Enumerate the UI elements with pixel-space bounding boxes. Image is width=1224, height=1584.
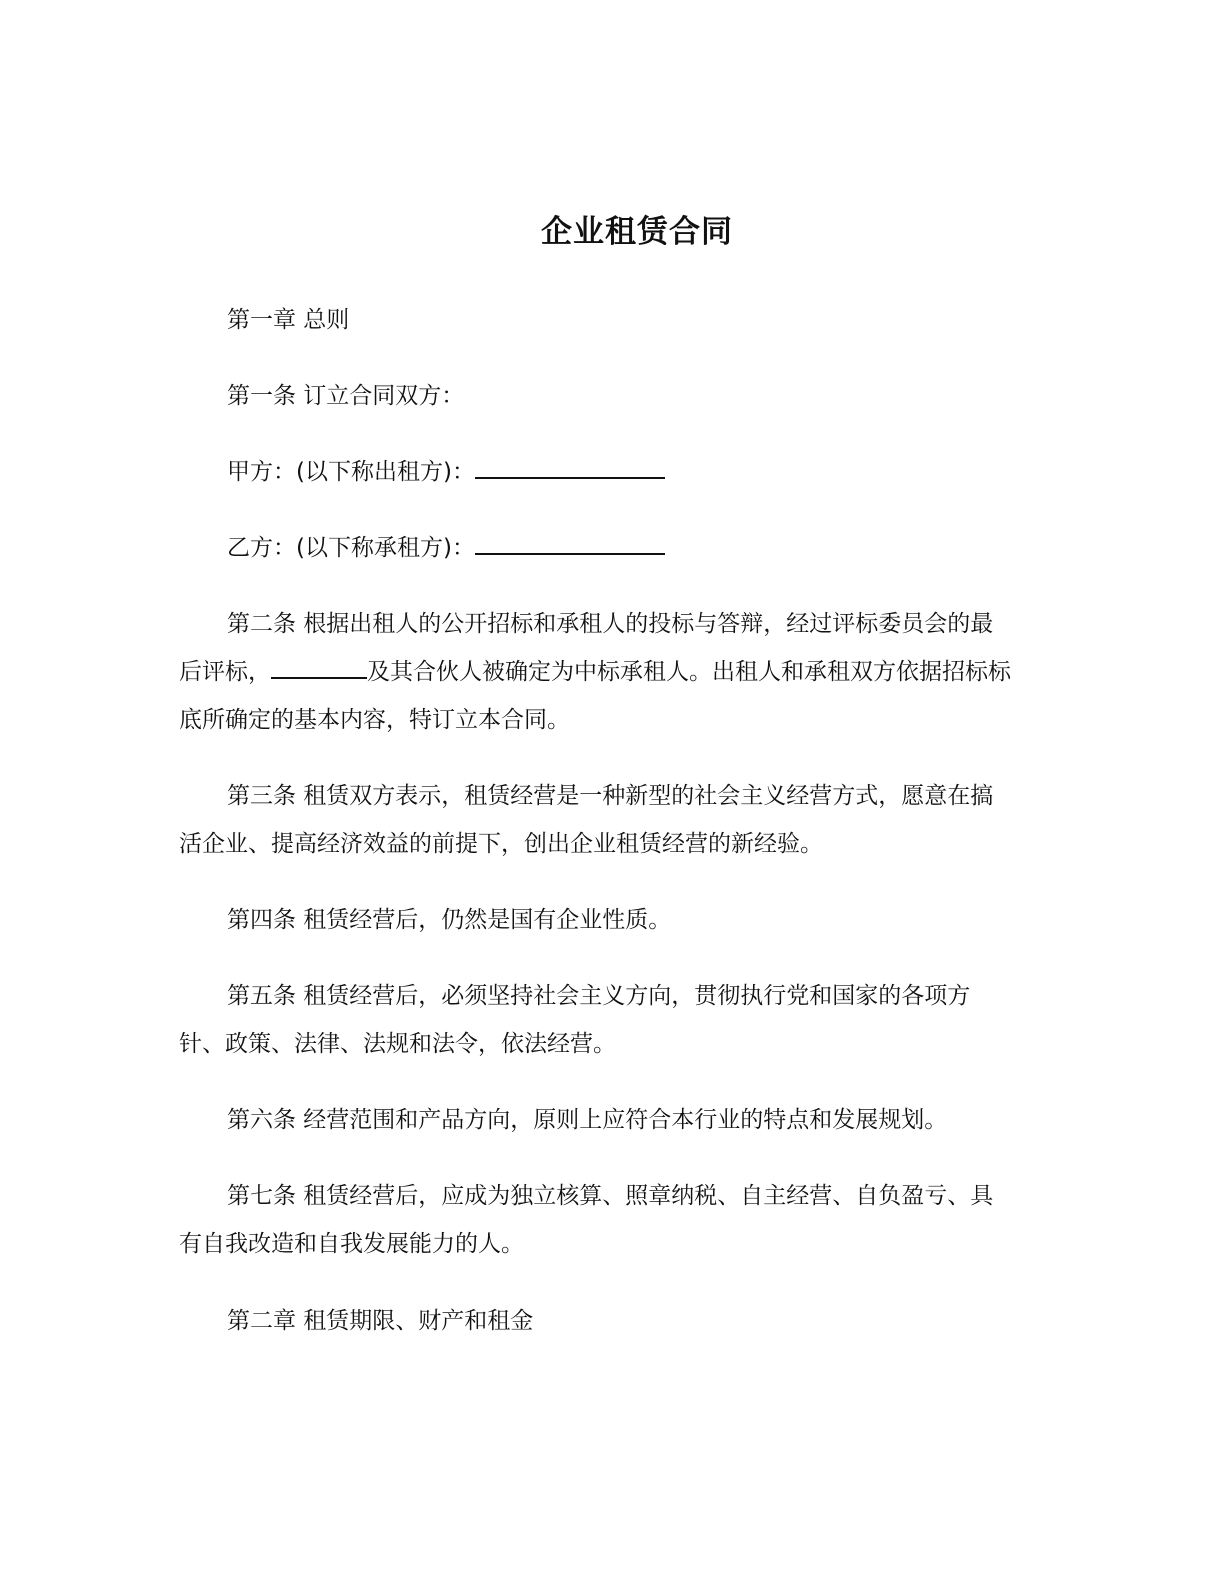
- article-6: 第六条 经营范围和产品方向，原则上应符合本行业的特点和发展规划。: [227, 1107, 948, 1133]
- article-7-line-2: 有自我改造和自我发展能力的人。: [179, 1231, 524, 1257]
- article-5-line-2: 针、政策、法律、法规和法令，依法经营。: [179, 1031, 616, 1057]
- article-7: [179, 1172, 1039, 1268]
- party-a-line: [179, 448, 1039, 496]
- chapter-2-heading: 第二章 租赁期限、财产和租金: [227, 1308, 534, 1334]
- party-a-blank: [475, 455, 665, 479]
- chapter-1-heading: 第一章 总则: [227, 307, 350, 333]
- article-7-line-1: 第七条 租赁经营后，应成为独立核算、照章纳税、自主经营、自负盈亏、具: [227, 1183, 994, 1209]
- article-5-line-1: 第五条 租赁经营后，必须坚持社会主义方向，贯彻执行党和国家的各项方: [227, 983, 971, 1009]
- article-3: [179, 772, 1039, 868]
- article-2-line-2-end: 及其合伙人被确定为中标承租人。出租人和承租双方依据招标标: [367, 659, 1011, 685]
- document-title: 企业租赁合同: [541, 214, 733, 250]
- article-3-line-1: 第三条 租赁双方表示，租赁经营是一种新型的社会主义经营方式，愿意在搞: [227, 783, 994, 809]
- article-1: 第一条 订立合同双方：: [227, 383, 465, 409]
- party-b-label: 乙方：(以下称承租方)：: [227, 535, 475, 561]
- article-5: [179, 972, 1039, 1068]
- article-2-line-2: [179, 648, 1039, 696]
- article-2-line-1: 第二条 根据出租人的公开招标和承租人的投标与答辩，经过评标委员会的最: [227, 611, 994, 637]
- article-2-line-2-start: 后评标，: [179, 659, 271, 685]
- winner-name-blank: [271, 655, 367, 679]
- article-3-line-2: 活企业、提高经济效益的前提下，创出企业租赁经营的新经验。: [179, 831, 823, 857]
- article-4: 第四条 租赁经营后，仍然是国有企业性质。: [227, 907, 672, 933]
- party-b-blank: [475, 531, 665, 555]
- party-a-label: 甲方：(以下称出租方)：: [227, 459, 475, 485]
- party-b-line: [179, 524, 1039, 572]
- article-2-line-3: 底所确定的基本内容，特订立本合同。: [179, 707, 570, 733]
- article-2: [179, 600, 1039, 744]
